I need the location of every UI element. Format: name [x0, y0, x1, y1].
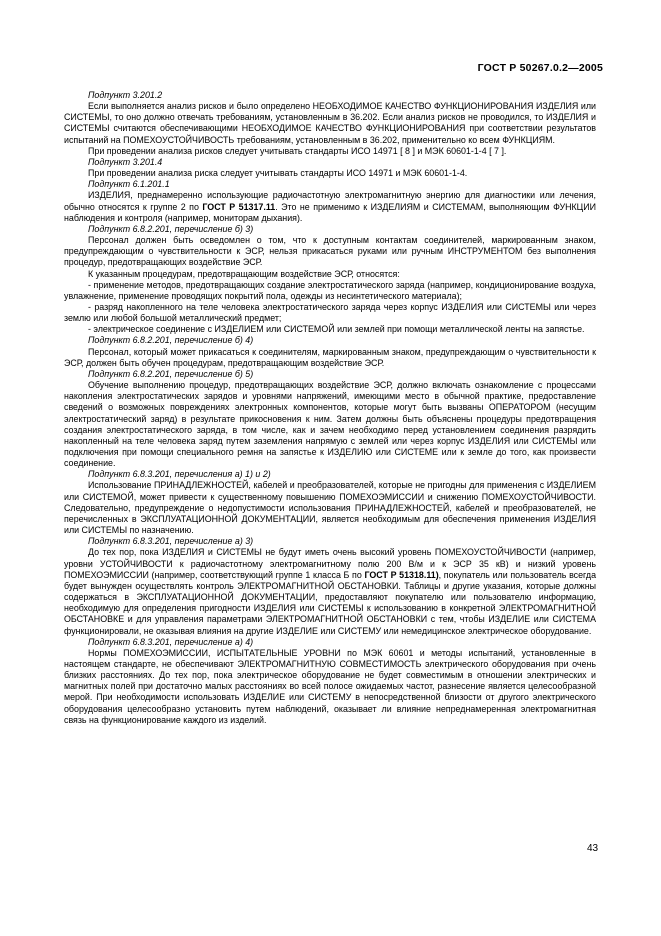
paragraph — [64, 190, 596, 223]
standard-reference: ГОСТ Р 51317.11 — [202, 201, 276, 212]
subclause-heading: Подпункт 6.1.201.1 — [88, 179, 170, 190]
text-run: . Это не применимо к ИЗДЕЛИЯМ и СИСТЕМАМ, выполняющим ФУНКЦИИ наблюдения и контроля (например, мониторам дыхания). — [64, 201, 596, 223]
paragraph: Персонал, который может прикасаться к соединителям, маркированным знаком, предупреждающим о чувствительности к ЭСР, должен быть обучен процедурам, предотвращающим воздействие ЭСР. — [64, 346, 596, 368]
subclause-heading: Подпункт 6.8.3.201, перечисление а) 3) — [88, 536, 254, 547]
list-item: - разряд накопленного на теле человека электростатического заряда через корпус ИЗДЕЛИЯ или СИСТЕМЫ или через землю или любой большой металлический предмет; — [64, 301, 596, 324]
text-run: , покупатель или пользователь всегда будет вынужден осуществлять контроль ЭЛЕКТРОМАГНИТНОЙ ОБСТАНОВКИ. Таблицы и другие указания, которые должны содержаться в ЭКСПЛУАТАЦИОННОЙ ДОКУМЕНТАЦИИ, предоставляют покупателю или пользователю информацию, необходимую для определения пригодности ИЗДЕЛИЯ или СИСТЕМЫ к использованию в конкретной ЭЛЕКТРОМАГНИТНОЙ ОБСТАНОВКЕ и для управления параметрами ЭЛЕКТРОМАГНИТНОЙ ОБСТАНОВКИ с тем, чтобы ИЗДЕЛИЕ или СИСТЕМА функционировали, не оказывая влияния на другие ИЗДЕЛИЕ или СИСТЕМУ или немедицинское электрическое оборудование. — [64, 569, 597, 636]
paragraph: Нормы ПОМЕХОЭМИССИИ, ИСПЫТАТЕЛЬНЫЕ УРОВНИ по МЭК 60601 и методы испытаний, установленные в настоящем стандарте, не обеспечивают ЭЛЕКТРОМАГНИТНУЮ СОВМЕСТИМОСТЬ электрического оборудования при очень близких расстояниях. До тех пор, пока электрическое оборудование не будет совместимым в отношении электрических и магнитных полей при достаточно малых расстояниях во всей полосе ожидаемых частот, разнесение является целесообразной мерой. При необходимости использовать ИЗДЕЛИЕ или СИСТЕМУ в непосредственной близости от другого электрического оборудования целесообразно установить путем наблюдений, оказывает ли влияние непреднамеренная электромагнитная связь на функционирование каждого из изделий. — [64, 647, 596, 725]
subclause-heading: Подпункт 6.8.2.201, перечисление б) 4) — [88, 335, 254, 346]
paragraph — [64, 547, 596, 636]
subclause-heading: Подпункт 3.201.2 — [88, 90, 163, 100]
standard-reference: ГОСТ Р 51318.11) — [364, 569, 439, 580]
paragraph: При проведении анализа риска следует учитывать стандарты ИСО 14971 и МЭК 60601-1-4. — [88, 168, 468, 179]
subclause-heading: Подпункт 6.8.2.201, перечисление б) 5) — [88, 368, 254, 379]
page-number: 43 — [587, 843, 599, 854]
list-item: - электрическое соединение с ИЗДЕЛИЕМ или СИСТЕМОЙ или землей при помощи металлической ленты на запястье. — [88, 324, 585, 335]
text-run: ИЗДЕЛИЯ, преднамеренно использующие радиочастотную электромагнитную энергию для диагностики или лечения, обычно относятся к группе 2 по — [64, 190, 596, 212]
text-run: До тех пор, пока ИЗДЕЛИЯ и СИСТЕМЫ не будут иметь очень высокий уровень ПОМЕХОУСТОЙЧИВОСТИ (например, уровни УСТОЙЧИВОСТИ к радиочастотному электромагнитному полю 200 В/м и к ЭСР 35 кВ) и низкий уровень ПОМЕХОЭМИССИИ (например, соответствующий группе 1 класса Б по — [64, 547, 596, 580]
list-item: - применение методов, предотвращающих создание электростатического заряда (например, кондиционирование воздуха, увлажнение, применение проводящих покрытий пола, одежды из несинтетического материала); — [64, 279, 596, 301]
standard-header: ГОСТ Р 50267.0.2—2005 — [477, 62, 603, 74]
paragraph: При проведении анализа рисков следует учитывать стандарты ИСО 14971 [ 8 ] и МЭК 60601-1-4 [ 7 ]. — [88, 145, 507, 156]
paragraph: Персонал должен быть осведомлен о том, что к доступным контактам соединителей, маркированным знаком, предупреждающим о чувствительности к ЭСР, нельзя прикасаться руками или ручным ИНСТРУМЕНТОМ без выполнения процедур, предотвращающих воздействие ЭСР. — [64, 235, 596, 268]
subclause-heading: Подпункт 6.8.2.201, перечисление б) 3) — [88, 223, 254, 234]
paragraph: Если выполняется анализ рисков и было определено НЕОБХОДИМОЕ КАЧЕСТВО ФУНКЦИОНИРОВАНИЯ ИЗДЕЛИЯ или СИСТЕМЫ, то оно должно отвечать требованиям, установленным в 36.202. Если анализ рисков не проводился, то ИЗДЕЛИЯ и СИСТЕМЫ считаются обеспечивающими НЕОБХОДИМОЕ КАЧЕСТВО ФУНКЦИОНИРОВАНИЯ при соответствии результатов испытаний на ПОМЕХОУСТОЙЧИВОСТЬ требованиям, установленным в 36.202, применительно ко всем ФУНКЦИЯМ. — [64, 101, 596, 145]
subclause-heading: Подпункт 3.201.4 — [88, 156, 163, 167]
paragraph: К указанным процедурам, предотвращающим воздействие ЭСР, относятся: — [88, 268, 400, 279]
subclause-heading: Подпункт 6.8.3.201, перечисления а) 1) и 2) — [88, 469, 271, 480]
paragraph: Обучение выполнению процедур, предотвращающих воздействие ЭСР, должно включать ознакомление с процессами накопления электростатических зарядов и уровнями напряжений, имеющими место в обычной практике, предоставление сведений о возможных повреждениях электронных компонентов, которые могут быть вызваны ОПЕРАТОРОМ (несущим электростатический заряд) в результате прикосновения к ним. Затем должны быть объяснены процедуры предотвращения создания электростатического заряда, в том числе, как и зачем необходимо перед установлением соединения разрядить накопленный на теле человека заряд путем заземления напрямую с землей или через корпус ИЗДЕЛИЯ или СИСТЕМЫ или подключения при помощи специального ремня на запястье к ИЗДЕЛИЮ или СИСТЕМЕ или к земле до того, как произвести соединение. — [64, 380, 596, 469]
subclause-heading: Подпункт 6.8.3.201, перечисление а) 4) — [88, 636, 254, 647]
document-body — [64, 90, 596, 726]
paragraph: Использование ПРИНАДЛЕЖНОСТЕЙ, кабелей и преобразователей, которые не пригодны для применения с ИЗДЕЛИЕМ или СИСТЕМОЙ, может привести к существенному повышению ПОМЕХОЭМИССИИ и снижению ПОМЕХОУСТОЙЧИВОСТИ. Следовательно, предупреждение о недопустимости использования ПРИНАДЛЕЖНОСТЕЙ, кабелей и преобразователей, не перечисленных в ЭКСПЛУАТАЦИОННОЙ ДОКУМЕНТАЦИИ, является необходимым для обеспечения применения ИЗДЕЛИЯ или СИСТЕМЫ по назначению. — [64, 480, 596, 536]
